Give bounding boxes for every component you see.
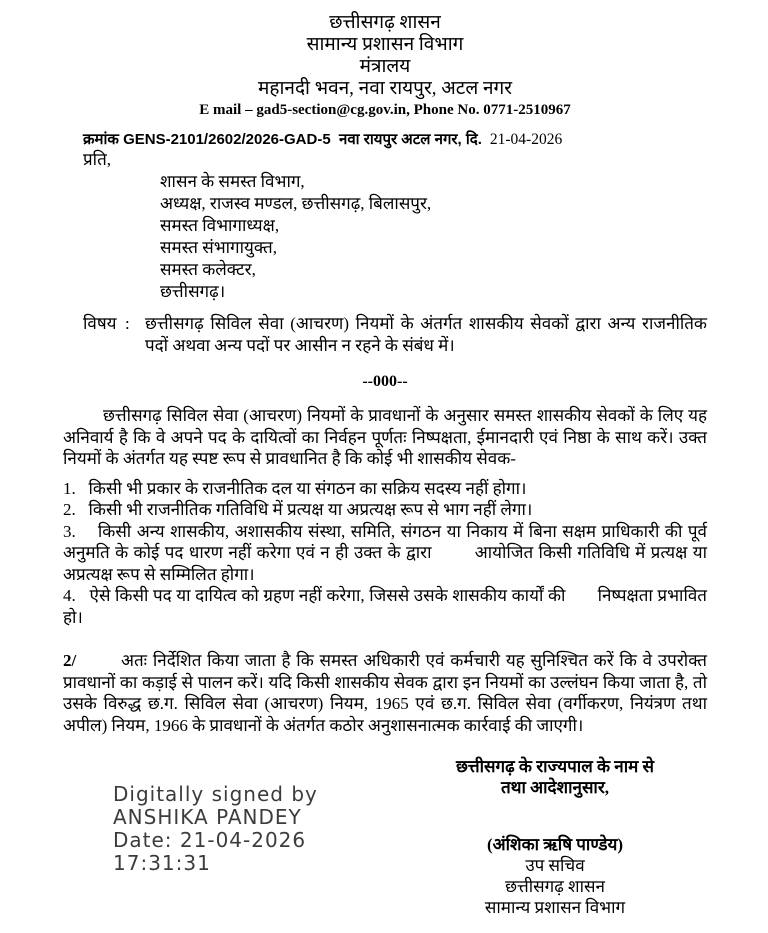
- rule-item-4: 4. ऐसे किसी पद या दायित्व को ग्रहण नहीं करेगा, जिससे उसके शासकीय कार्यों की निष्पक्षता प्रभावित हो।: [63, 586, 707, 627]
- subject-label: विषय :: [83, 314, 130, 333]
- rule-item-1: 1. किसी भी प्रकार के राजनीतिक दल या संगठन का सक्रिय सदस्य नहीं होगा।: [63, 478, 527, 498]
- letterhead-department: सामान्य प्रशासन विभाग: [306, 34, 464, 55]
- recipient-item: समस्त विभागाध्यक्ष,: [160, 216, 280, 235]
- paragraph-2-text: अतः निर्देशित किया जाता है कि समस्त अधिकारी एवं कर्मचारी यह सुनिश्चित करें कि वे उपरोक्त प्रावधानों का कड़ाई से पालन करें। यदि किसी शासकीय सेवक द्वारा इन नियमों का उल्लंघन किया जाता है, तो उसके विरुद्ध छ.ग. सिविल सेवा (आचरण) नियम, 1965 एवं छ.ग. सिविल सेवा (वर्गीकरण, नियंत्रण तथा अपील) नियम, 1966 के प्रावधानों के अंतर्गत कठोर अनुशासनात्मक कार्रवाई की जाएगी।: [63, 651, 707, 735]
- digital-signature-time: 17:31:31: [113, 851, 211, 875]
- letterhead: [63, 12, 707, 120]
- signer-government: छत्तीसगढ़ शासन: [505, 877, 605, 896]
- subject-row: [83, 313, 707, 357]
- reference-line: [83, 129, 707, 149]
- reference-date: 21-04-2026: [489, 131, 563, 148]
- section-divider: --000--: [362, 373, 408, 390]
- signer-name: (अंशिका ऋषि पाण्डेय): [486, 835, 624, 854]
- body-paragraph-1: छत्तीसगढ़ सिविल सेवा (आचरण) नियमों के प्रावधानों के अनुसार समस्त शासकीय सेवकों के लिए यह अनिवार्य है कि वे अपने पद के दायित्वों का निर्वहन पूर्णतः निष्पक्षता, ईमानदारी एवं निष्ठा के साथ करें। उक्त नियमों के अंतर्गत यह स्पष्ट रूप से प्रावधानित है कि कोई भी शासकीय सेवक-: [63, 406, 707, 468]
- signer-details: [400, 834, 710, 918]
- letterhead-address: महानदी भवन, नवा रायपुर, अटल नगर: [258, 78, 512, 99]
- digital-signature-name: ANSHIKA PANDEY: [113, 805, 302, 829]
- recipient-item: छत्तीसगढ़।: [160, 282, 226, 301]
- signature-section: [63, 753, 707, 933]
- recipient-item: समस्त संभागायुक्त,: [160, 238, 277, 257]
- subject-text: छत्तीसगढ़ सिविल सेवा (आचरण) नियमों के अंतर्गत शासकीय सेवकों द्वारा अन्य राजनीतिक पदों अथवा अन्य पदों पर आसीन न रहने के संबंध में।: [145, 314, 707, 355]
- recipient-item: शासन के समस्त विभाग,: [160, 172, 305, 191]
- signer-designation: उप सचिव: [525, 856, 585, 875]
- recipient-item: अध्यक्ष, राजस्व मण्डल, छत्तीसगढ़, बिलासपुर,: [160, 194, 432, 213]
- letterhead-ministry: मंत्रालय: [359, 56, 411, 77]
- signatory-block: [400, 756, 710, 918]
- rule-item-3: 3. किसी अन्य शासकीय, अशासकीय संस्था, समिति, संगठन या निकाय में बिना सक्षम प्राधिकारी की पूर्व अनुमति के कोई पद धारण नहीं करेगा एवं न ही उक्त के द्वारा आयोजित किसी गतिविधि में प्रत्यक्ष या अप्रत्यक्ष रूप से सम्मिलित होगा।: [63, 521, 707, 584]
- digital-signature-line: Digitally signed by: [113, 782, 318, 806]
- rules-list: [63, 478, 707, 629]
- authority-line-2: तथा आदेशानुसार,: [500, 778, 610, 797]
- reference-number: क्रमांक GENS-2101/2602/2026-GAD-5 नवा रायपुर अटल नगर, दि.: [83, 131, 482, 148]
- digital-signature-date: Date: 21-04-2026: [113, 828, 307, 852]
- digital-signature-block: [113, 783, 318, 875]
- recipient-list: [160, 171, 707, 303]
- signer-department: सामान्य प्रशासन विभाग: [484, 898, 626, 917]
- letterhead-contact: E mail – gad5-section@cg.gov.in, Phone No. 0771-2510967: [199, 102, 571, 118]
- to-label: प्रति,: [83, 150, 112, 169]
- authority-line-1: छत्तीसगढ़ के राज्यपाल के नाम से: [455, 757, 655, 776]
- recipient-item: समस्त कलेक्टर,: [160, 260, 256, 279]
- body-paragraph-2: [63, 650, 707, 736]
- rule-item-2: 2. किसी भी राजनीतिक गतिविधि में प्रत्यक्ष या अप्रत्यक्ष रूप से भाग नहीं लेगा।: [63, 500, 533, 519]
- paragraph-2-number: 2/: [63, 651, 77, 670]
- letterhead-govt-name: छत्तीसगढ़ शासन: [329, 12, 441, 33]
